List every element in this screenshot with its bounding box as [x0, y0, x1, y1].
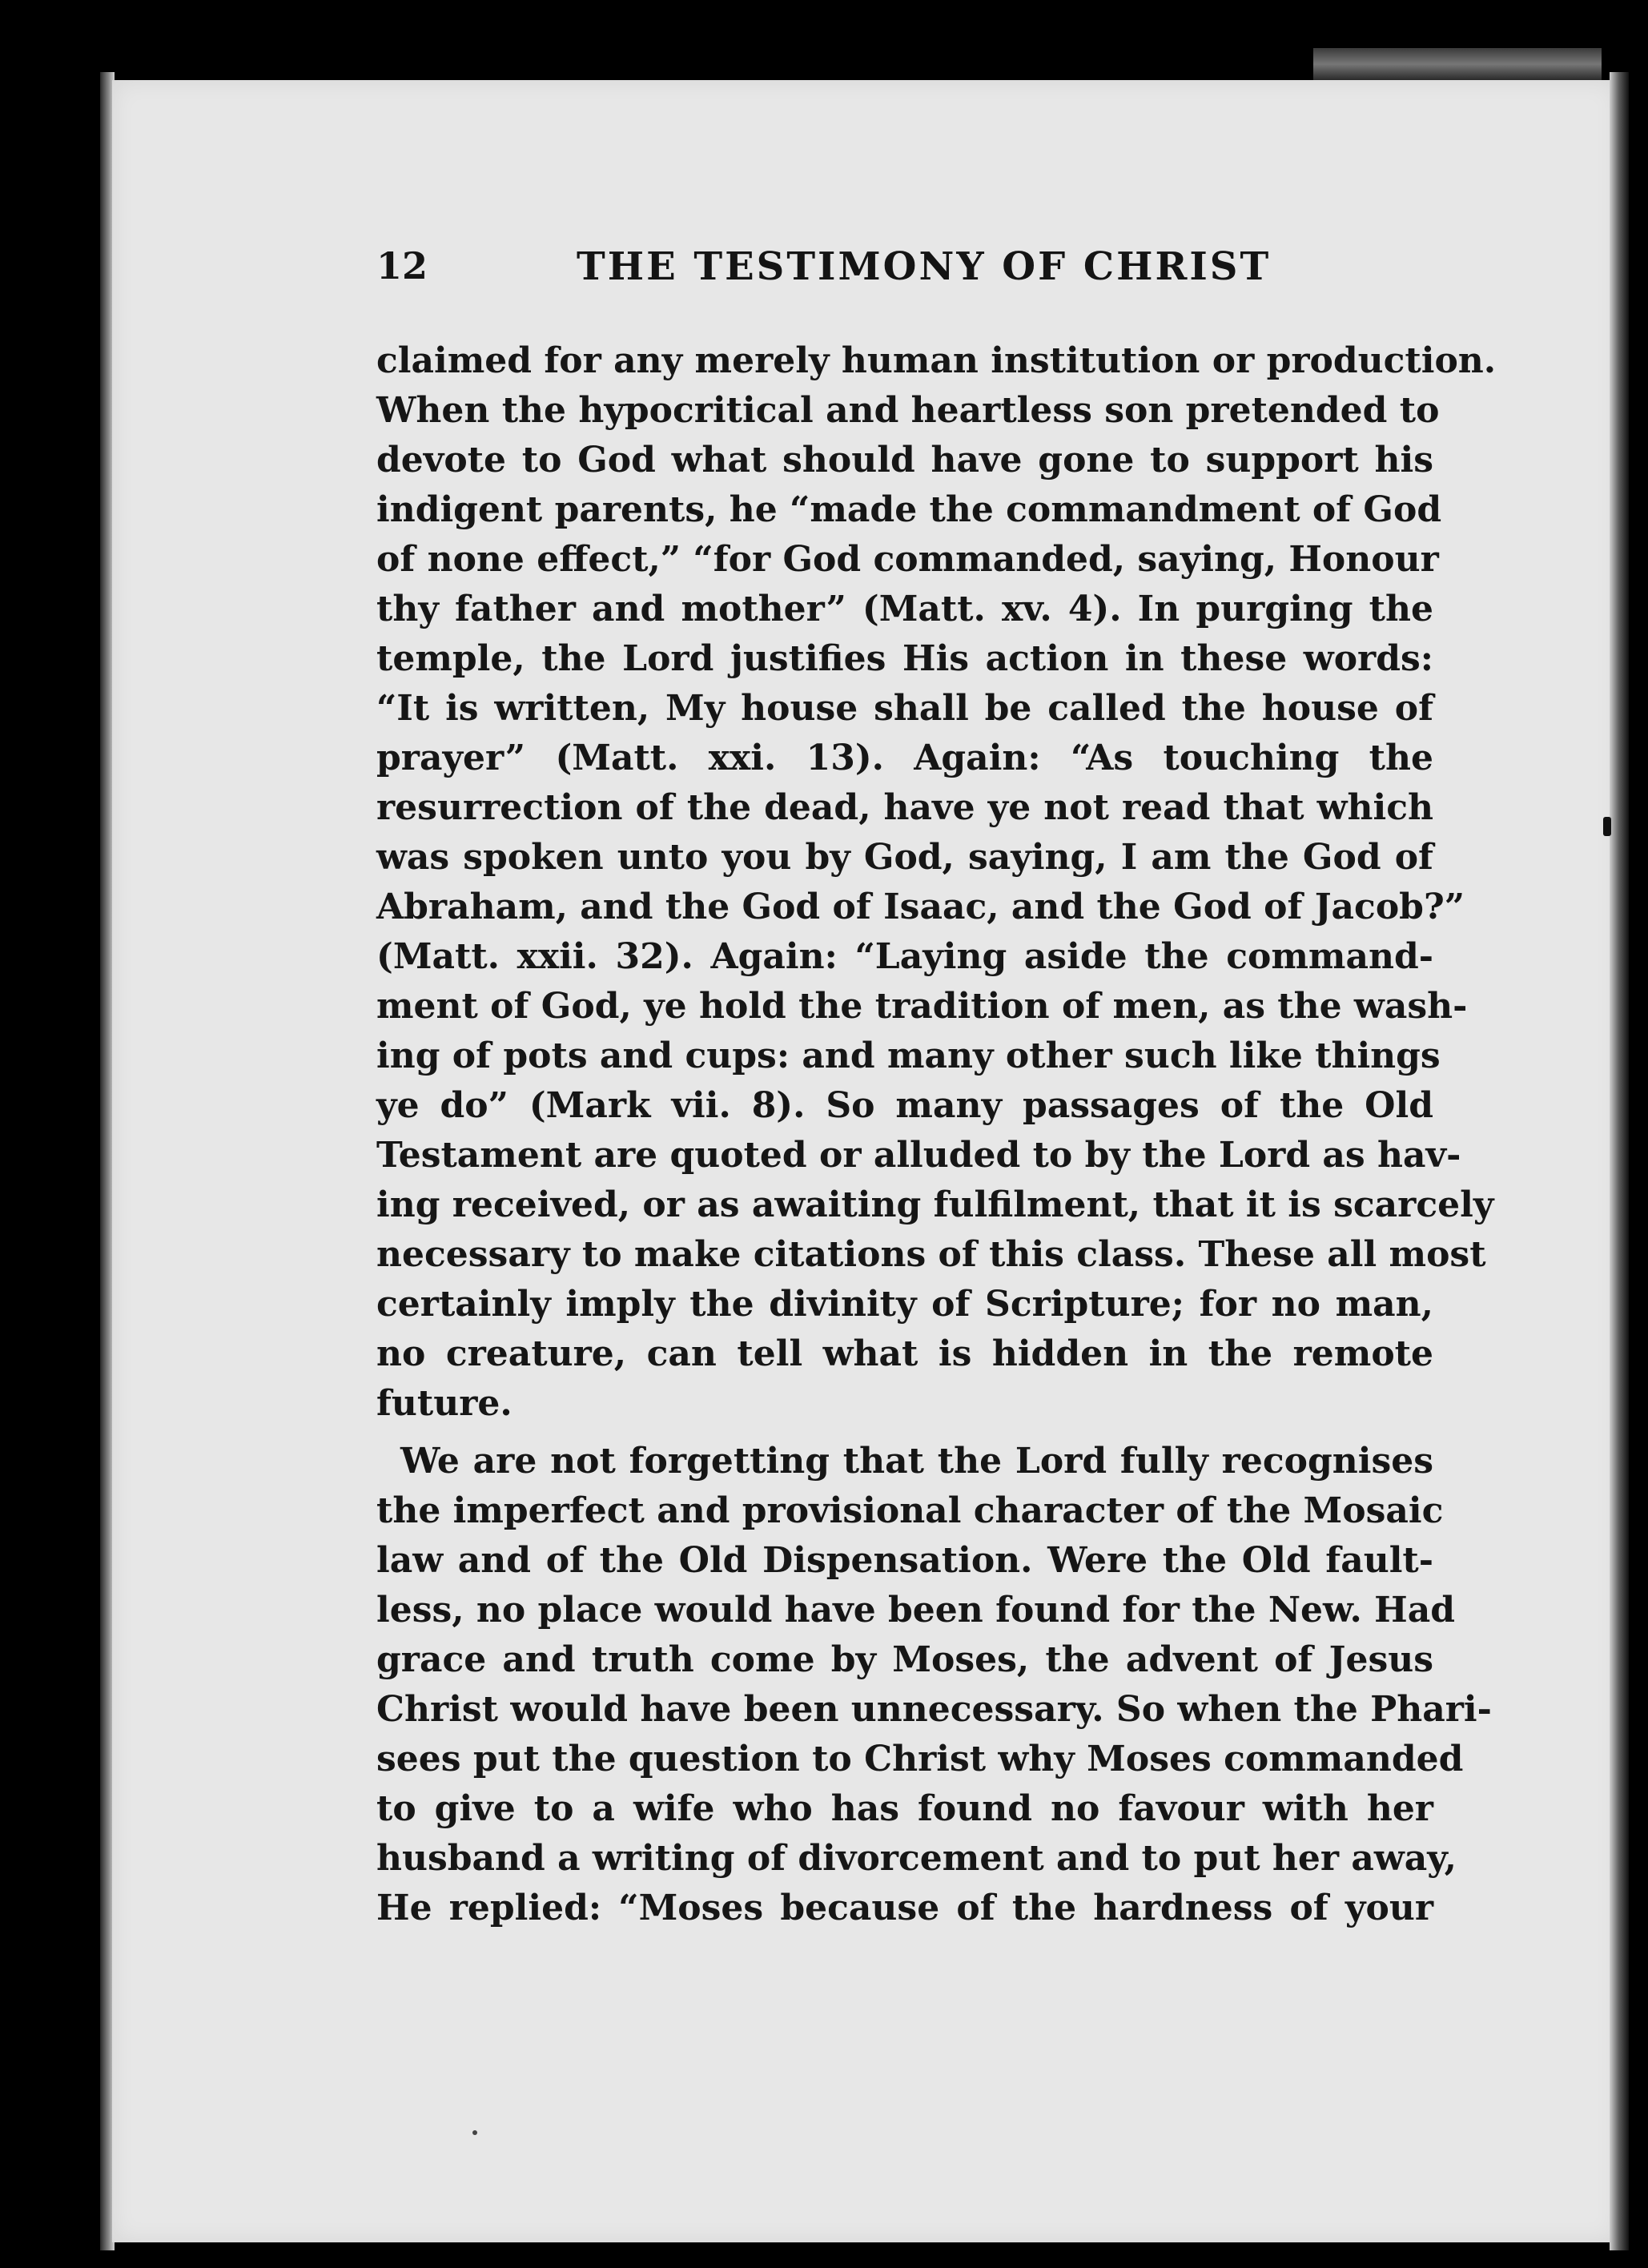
paragraph-2	[376, 1437, 1492, 1933]
text-line: claimed for any merely human institution or production.	[376, 340, 1497, 381]
text-line: husband a writing of divorcement and to put her away,	[376, 1838, 1457, 1879]
text-line: thy father and mother” (Matt. xv. 4). In purging the	[376, 589, 1433, 629]
text-line: no creature, can tell what is hidden in the remote	[376, 1333, 1433, 1374]
text-line: temple, the Lord justifies His action in these words:	[376, 638, 1433, 679]
text-line: devote to God what should have gone to support his	[376, 440, 1433, 481]
text-line: to give to a wife who has found no favour with her	[376, 1788, 1433, 1829]
scan-artifact-strip	[1313, 48, 1602, 80]
text-line: When the hypocritical and heartless son pretended to	[376, 390, 1440, 431]
text-line: Christ would have been unnecessary. So when the Phari-	[376, 1689, 1492, 1730]
text-line: indigent parents, he “made the commandment of God	[376, 489, 1442, 530]
running-head: THE TESTIMONY OF CHRIST	[577, 244, 1272, 289]
text-line: (Matt. xxii. 32). Again: “Laying aside the command-	[376, 936, 1433, 977]
page-number: 12	[376, 244, 428, 288]
page-edge-right	[1610, 72, 1629, 2250]
text-line: ing received, or as awaiting fulfilment, that it is scarcely	[376, 1184, 1494, 1225]
scan-speck	[1603, 817, 1611, 836]
text-line: “It is written, My house shall be called the house of	[376, 688, 1433, 729]
paragraph-1	[376, 336, 1497, 1429]
body-text	[376, 336, 1497, 1933]
text-line: of none effect,” “for God commanded, saying, Honour	[376, 539, 1439, 580]
text-line: was spoken unto you by God, saying, I am the God of	[376, 837, 1433, 878]
text-line: future.	[376, 1383, 512, 1424]
text-line: law and of the Old Dispensation. Were the Old fault-	[376, 1540, 1433, 1581]
text-line: ing of pots and cups: and many other such like things	[376, 1035, 1441, 1076]
text-line: certainly imply the divinity of Scripture; for no man,	[376, 1284, 1433, 1325]
paragraph-gap	[376, 1429, 1433, 1437]
text-line: resurrection of the dead, have ye not read that which	[376, 787, 1433, 828]
text-line: prayer” (Matt. xxi. 13). Again: “As touching the	[376, 738, 1433, 778]
text-line: He replied: “Moses because of the hardness of your	[376, 1888, 1433, 1928]
text-line: Testament are quoted or alluded to by the Lord as hav-	[376, 1135, 1461, 1176]
text-line: grace and truth come by Moses, the advent of Jesus	[376, 1639, 1433, 1680]
text-line: the imperfect and provisional character of the Mosaic	[376, 1490, 1444, 1531]
scan-speck	[472, 2130, 477, 2135]
page-header	[376, 244, 1417, 300]
text-line: ye do” (Mark vii. 8). So many passages of the Old	[376, 1085, 1433, 1126]
text-line: ment of God, ye hold the tradition of men, as the wash-	[376, 986, 1468, 1027]
text-line: We are not forgetting that the Lord fully recognises	[400, 1441, 1433, 1482]
text-line: sees put the question to Christ why Moses commanded	[376, 1739, 1464, 1779]
text-line: Abraham, and the God of Isaac, and the God of Jacob?”	[376, 887, 1465, 927]
text-line: less, no place would have been found for the New. Had	[376, 1590, 1455, 1631]
text-line: necessary to make citations of this class. These all most	[376, 1234, 1486, 1275]
